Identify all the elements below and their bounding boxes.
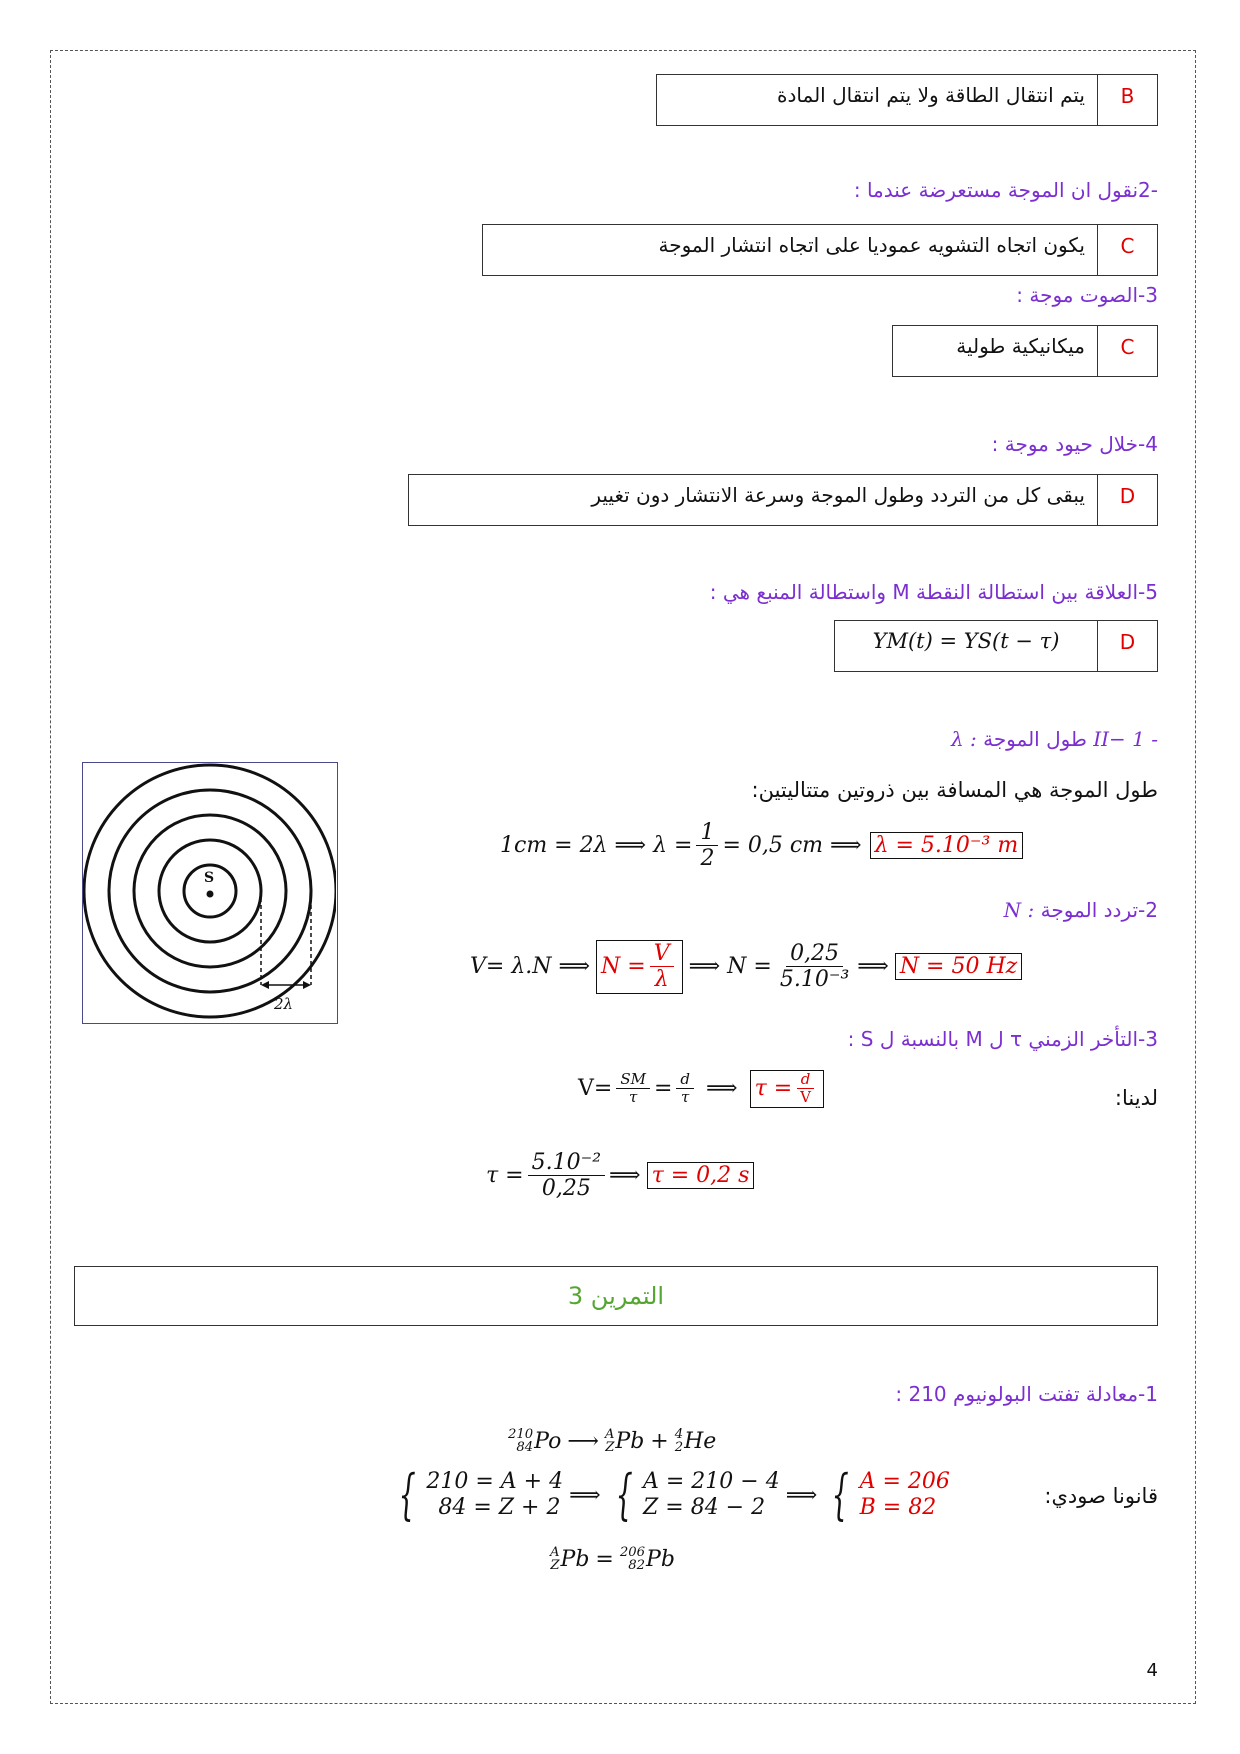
eq-text: N =: [601, 954, 646, 980]
nuclide-numbers: [605, 1428, 615, 1454]
result-box: τ = 0,2 s: [647, 1162, 755, 1189]
numerator: 5.10⁻²: [528, 1150, 605, 1176]
soddy-label: قانونا صودي:: [1044, 1484, 1158, 1508]
numerator: V: [650, 941, 674, 967]
result-box: [596, 940, 683, 994]
eq-text: ⟹: [857, 954, 889, 980]
numerator: SM: [616, 1071, 650, 1089]
system-1: [390, 1463, 564, 1526]
reaction-arrow: ⟶: [567, 1428, 599, 1454]
fraction: [776, 941, 853, 993]
system-row: Z = 84 − 2: [642, 1495, 766, 1520]
page-number: 4: [1146, 1660, 1158, 1681]
element-symbol: Pb: [560, 1546, 590, 1572]
exercise-3-title-box: [74, 1266, 1158, 1326]
frequency-heading: [1004, 898, 1158, 922]
source-point: [207, 891, 214, 898]
equation-wavelength: [500, 820, 1023, 872]
mass-number: 210: [508, 1427, 534, 1442]
eq-text: τ =: [486, 1163, 524, 1189]
nuclide-numbers: [550, 1546, 560, 1572]
equation-delay-value: [486, 1150, 754, 1202]
denominator: λ: [654, 967, 669, 993]
numerator: 1: [696, 820, 718, 846]
element-symbol: Pb: [646, 1546, 675, 1572]
fraction: [796, 1071, 815, 1107]
heading-symbol: N :: [1003, 898, 1035, 922]
eq-text: V=: [578, 1076, 613, 1102]
part2-heading: [951, 727, 1158, 751]
implies-arrow: ⟹: [785, 1482, 818, 1508]
answer-letter: C: [1097, 326, 1157, 376]
eq-text: 1cm = 2λ ⟹ λ =: [500, 833, 693, 859]
nuclide-numbers: [508, 1428, 533, 1454]
question-5: 5-العلاقة بين استطالة النقطة M واستطالة المنبع هي :: [709, 580, 1158, 604]
brace: {: [615, 1463, 633, 1526]
denominator: 2: [700, 846, 715, 872]
brace: {: [831, 1463, 850, 1526]
fraction: [616, 1071, 650, 1107]
mass-number: A: [604, 1427, 615, 1442]
atomic-number: 84: [516, 1440, 534, 1456]
mass-number: A: [550, 1545, 560, 1560]
denominator: τ: [681, 1088, 690, 1107]
eq-text: τ =: [754, 1076, 793, 1102]
eq-text: V= λ.N ⟹: [470, 954, 591, 980]
eq-text: ⟹ N =: [688, 954, 772, 980]
numerator: 0,25: [786, 941, 843, 967]
answer-formula: YM(t) = YS(t − τ): [872, 629, 1060, 653]
answer-text: يبقى كل من التردد وطول الموجة وسرعة الانتشار دون تغيير: [591, 483, 1085, 507]
question-4: 4-خلال حيود موجة :: [991, 432, 1158, 456]
answer-text: ميكانيكية طولية: [956, 334, 1085, 358]
denominator: τ: [628, 1088, 638, 1107]
fraction: [696, 820, 718, 872]
numerator: d: [676, 1071, 694, 1089]
decay-reaction: [508, 1428, 716, 1454]
answer-text: يكون اتجاه التشويه عموديا على اتجاه انتشار الموجة: [658, 233, 1085, 257]
soddy-systems: [390, 1463, 950, 1526]
system-row: 210 = A + 4: [426, 1468, 564, 1494]
system-row: A = 210 − 4: [642, 1468, 780, 1494]
denominator: 0,25: [541, 1176, 591, 1202]
heading-prefix: II− 1 -: [1093, 727, 1158, 751]
answer-box-q3: [892, 325, 1158, 377]
result-box: λ = 5.10⁻³ m: [870, 832, 1024, 859]
exercise-3-title: التمرين 3: [567, 1282, 665, 1310]
result-box: N = 50 Hz: [895, 953, 1022, 980]
answer-letter: C: [1097, 225, 1157, 275]
answer-box-q1: [656, 74, 1158, 126]
heading-text: 2-تردد الموجة: [1040, 898, 1158, 922]
fraction: [676, 1071, 694, 1107]
equals-sign: =: [595, 1546, 614, 1572]
answer-box-q5: [834, 620, 1158, 672]
answer-letter: D: [1097, 621, 1157, 671]
atomic-number: 2: [674, 1440, 684, 1456]
fraction: [650, 941, 674, 993]
final-nuclide: [550, 1546, 675, 1572]
answer-box-q2: [482, 224, 1158, 276]
answer-letter: D: [1097, 475, 1157, 525]
atomic-number: Z: [605, 1440, 615, 1456]
wave-figure: [82, 762, 338, 1024]
heading-symbol: λ :: [950, 727, 977, 751]
eq-text: = 0,5 cm ⟹: [722, 833, 862, 859]
numerator: d: [797, 1071, 815, 1089]
concentric-circles-diagram: [83, 763, 336, 1022]
exercise-3-question-1: 1-معادلة تفتت البولونيوم 210 :: [895, 1382, 1158, 1406]
question-3: 3-الصوت موجة :: [1016, 283, 1158, 307]
system-row: 84 = Z + 2: [438, 1495, 561, 1520]
element-symbol: Pb: [615, 1428, 645, 1454]
eq-text: =: [653, 1076, 673, 1102]
nuclide-numbers: [675, 1428, 683, 1454]
denominator: 5.10⁻³: [779, 967, 850, 993]
mass-number: 206: [619, 1545, 646, 1560]
element-symbol: He: [684, 1428, 717, 1454]
ladayna-label: لدينا:: [1114, 1086, 1158, 1110]
heading-text: طول الموجة: [983, 727, 1087, 751]
system-row: A = 206: [859, 1468, 950, 1494]
plus-sign: +: [650, 1428, 669, 1454]
system-2: [607, 1463, 780, 1526]
system-row: B = 82: [859, 1495, 937, 1520]
atomic-number: 82: [628, 1558, 646, 1574]
delay-heading: 3-التأخر الزمني τ ل M بالنسبة ل S :: [847, 1027, 1158, 1051]
denominator: V: [800, 1088, 812, 1107]
wavelength-definition: طول الموجة هي المسافة بين ذروتين متتاليتين:: [751, 778, 1158, 802]
equation-frequency: [470, 940, 1022, 994]
atomic-number: Z: [550, 1558, 560, 1574]
result-box: [750, 1070, 824, 1108]
eq-text: ⟹: [609, 1163, 641, 1189]
system-3: [823, 1463, 950, 1526]
question-2: -2نقول ان الموجة مستعرضة عندما :: [853, 178, 1158, 202]
answer-box-q4: [408, 474, 1158, 526]
source-label: S: [204, 870, 215, 886]
mass-number: 4: [674, 1427, 684, 1442]
brace: {: [398, 1463, 416, 1526]
equation-delay: [578, 1070, 824, 1108]
nuclide-numbers: [620, 1546, 645, 1572]
implies-arrow: ⟹: [569, 1482, 601, 1508]
answer-letter: B: [1097, 75, 1157, 125]
fraction: [528, 1150, 605, 1202]
eq-text: ⟹: [706, 1076, 738, 1102]
element-symbol: Po: [534, 1428, 562, 1454]
answer-text: يتم انتقال الطاقة ولا يتم انتقال المادة: [777, 83, 1085, 107]
distance-label: 2λ: [274, 995, 294, 1013]
